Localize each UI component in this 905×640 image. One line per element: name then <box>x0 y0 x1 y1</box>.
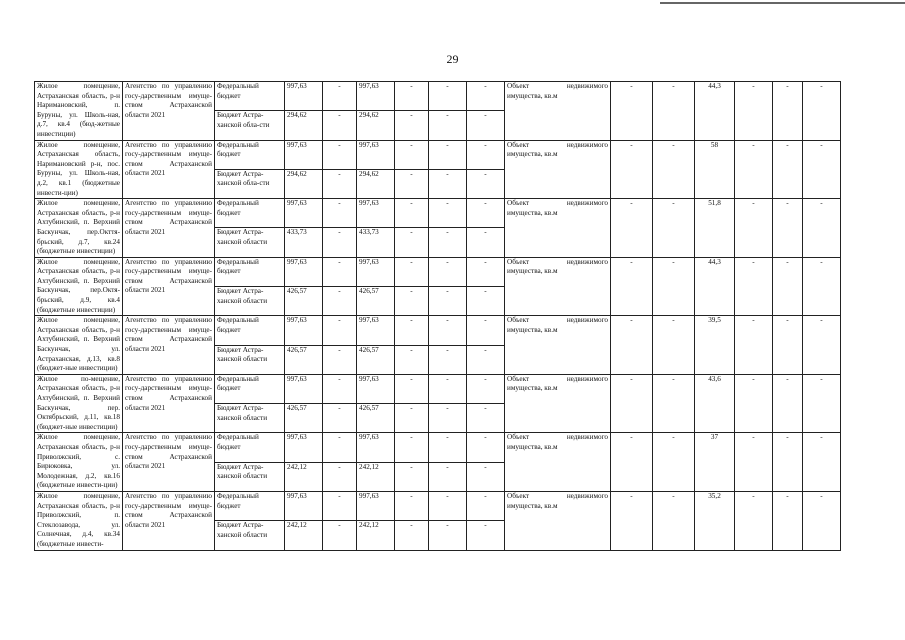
amount-cell: 997,63 <box>285 491 323 520</box>
blank-cell: - <box>803 140 841 199</box>
blank-cell: - <box>803 316 841 375</box>
funding-source-cell: Бюджет Астра-ханской области <box>215 286 285 315</box>
blank-cell: - <box>395 169 429 198</box>
total-cell: 294,62 <box>357 111 395 140</box>
blank-cell: - <box>467 491 505 520</box>
blank-cell: - <box>653 491 695 550</box>
indicator-cell: Объект недвижимого имущества, кв.м <box>505 316 611 375</box>
blank-cell: - <box>323 491 357 520</box>
blank-cell: - <box>323 82 357 111</box>
blank-cell: - <box>773 316 803 375</box>
funding-source-cell: Бюджет Астра-ханской области <box>215 404 285 433</box>
blank-cell: - <box>395 374 429 403</box>
area-value-cell: 43,6 <box>695 374 735 433</box>
total-cell: 997,63 <box>357 433 395 462</box>
blank-cell: - <box>323 374 357 403</box>
amount-cell: 242,12 <box>285 521 323 550</box>
total-cell: 433,73 <box>357 228 395 257</box>
blank-cell: - <box>395 433 429 462</box>
blank-cell: - <box>773 257 803 316</box>
funding-source-cell: Федеральный бюджет <box>215 374 285 403</box>
blank-cell: - <box>773 199 803 258</box>
blank-cell: - <box>429 286 467 315</box>
table-row <box>35 433 841 462</box>
table-row <box>35 199 841 228</box>
blank-cell: - <box>735 433 773 492</box>
blank-cell: - <box>773 433 803 492</box>
object-cell: Жилое помещение, Астраханская область, Наримановский р-н, пос. Буруны, ул. Школь-ная, д.2, кв.1 (бюджетные инвести-ции) <box>35 140 123 199</box>
blank-cell: - <box>803 82 841 141</box>
area-value-cell: 44,3 <box>695 82 735 141</box>
blank-cell: - <box>323 462 357 491</box>
object-cell: Жилое по-мещение, Астраханская область, р-н Ахтубинский, п. Верхний Баскунчак, пер. Октябрьский, д.11, кв.18 (бюджет-ные инвестиции) <box>35 374 123 433</box>
amount-cell: 426,57 <box>285 286 323 315</box>
blank-cell: - <box>735 140 773 199</box>
blank-cell: - <box>467 374 505 403</box>
blank-cell: - <box>323 169 357 198</box>
blank-cell: - <box>735 82 773 141</box>
indicator-cell: Объект недвижимого имущества, кв.м <box>505 257 611 316</box>
blank-cell: - <box>773 491 803 550</box>
blank-cell: - <box>395 286 429 315</box>
blank-cell: - <box>467 169 505 198</box>
agency-cell: Агентство по управлению госу-дарственным имуще-ством Астраханской области 2021 <box>123 199 215 258</box>
blank-cell: - <box>611 491 653 550</box>
blank-cell: - <box>773 374 803 433</box>
blank-cell: - <box>323 228 357 257</box>
indicator-cell: Объект недвижимого имущества, кв.м <box>505 433 611 492</box>
blank-cell: - <box>323 433 357 462</box>
page-number: 29 <box>446 52 459 66</box>
blank-cell: - <box>467 140 505 169</box>
object-cell: Жилое помещение, Астраханская область, р-н Приволжский, с. Бирюковка, ул. Молодежная, д.2, кв.16 (бюджетные инвести-ции) <box>35 433 123 492</box>
amount-cell: 997,63 <box>285 199 323 228</box>
blank-cell: - <box>429 521 467 550</box>
object-cell: Жилое помещение, Астраханская область, р-н Наримановский, п. Буруны, ул. Школь-ная, д.7, кв.4 (бюд-жетные инвестиции) <box>35 82 123 141</box>
blank-cell: - <box>429 462 467 491</box>
blank-cell: - <box>735 491 773 550</box>
funding-source-cell: Федеральный бюджет <box>215 316 285 345</box>
blank-cell: - <box>611 199 653 258</box>
blank-cell: - <box>323 286 357 315</box>
total-cell: 426,57 <box>357 345 395 374</box>
blank-cell: - <box>611 82 653 141</box>
indicator-cell: Объект недвижимого имущества, кв.м <box>505 491 611 550</box>
indicator-cell: Объект недвижимого имущества, кв.м <box>505 140 611 199</box>
total-cell: 997,63 <box>357 491 395 520</box>
blank-cell: - <box>735 374 773 433</box>
blank-cell: - <box>803 199 841 258</box>
blank-cell: - <box>467 286 505 315</box>
agency-cell: Агентство по управлению госу-дарственным имуще-ством Астраханской области 2021 <box>123 491 215 550</box>
agency-cell: Агентство по управлению госу-дарственным имуще-ством Астраханской области 2021 <box>123 82 215 141</box>
blank-cell: - <box>611 140 653 199</box>
table-row <box>35 491 841 520</box>
blank-cell: - <box>467 404 505 433</box>
blank-cell: - <box>735 199 773 258</box>
total-cell: 426,57 <box>357 404 395 433</box>
agency-cell: Агентство по управлению госу-дарственным имуще-ством Астраханской области 2021 <box>123 433 215 492</box>
blank-cell: - <box>803 257 841 316</box>
blank-cell: - <box>429 111 467 140</box>
area-value-cell: 44,3 <box>695 257 735 316</box>
amount-cell: 997,63 <box>285 374 323 403</box>
amount-cell: 294,62 <box>285 169 323 198</box>
object-cell: Жилое помещение, Астраханская область, р-н Ахтубинский, п. Верхний Баскунчак, пер.Окття-брьский, д.7, кв.24 (бюджетные инвестиции) <box>35 199 123 258</box>
blank-cell: - <box>467 111 505 140</box>
blank-cell: - <box>429 199 467 228</box>
amount-cell: 242,12 <box>285 462 323 491</box>
blank-cell: - <box>467 433 505 462</box>
funding-source-cell: Бюджет Астра-ханской области <box>215 345 285 374</box>
blank-cell: - <box>395 140 429 169</box>
total-cell: 997,63 <box>357 374 395 403</box>
area-value-cell: 39,5 <box>695 316 735 375</box>
blank-cell: - <box>323 257 357 286</box>
blank-cell: - <box>395 257 429 286</box>
blank-cell: - <box>429 433 467 462</box>
blank-cell: - <box>653 199 695 258</box>
amount-cell: 294,62 <box>285 111 323 140</box>
funding-source-cell: Федеральный бюджет <box>215 140 285 169</box>
blank-cell: - <box>467 82 505 111</box>
blank-cell: - <box>395 82 429 111</box>
blank-cell: - <box>653 316 695 375</box>
blank-cell: - <box>773 82 803 141</box>
indicator-cell: Объект недвижимого имущества, кв.м <box>505 82 611 141</box>
blank-cell: - <box>429 140 467 169</box>
blank-cell: - <box>429 257 467 286</box>
object-cell: Жилое помещение, Астраханская область, р-н Ахтубинский, п. Верхний Баскунчак, пер.Октя-брьский, д.9, кв.4 (бюджетные инвестиции) <box>35 257 123 316</box>
funding-source-cell: Бюджет Астра-ханской области <box>215 228 285 257</box>
total-cell: 242,12 <box>357 462 395 491</box>
blank-cell: - <box>395 228 429 257</box>
blank-cell: - <box>467 199 505 228</box>
blank-cell: - <box>429 169 467 198</box>
table-row <box>35 140 841 169</box>
blank-cell: - <box>803 433 841 492</box>
blank-cell: - <box>467 316 505 345</box>
funding-source-cell: Федеральный бюджет <box>215 199 285 228</box>
blank-cell: - <box>467 521 505 550</box>
blank-cell: - <box>323 140 357 169</box>
funding-source-cell: Бюджет Астра-ханской обла-сти <box>215 111 285 140</box>
blank-cell: - <box>429 374 467 403</box>
amount-cell: 426,57 <box>285 345 323 374</box>
blank-cell: - <box>773 140 803 199</box>
blank-cell: - <box>323 345 357 374</box>
blank-cell: - <box>395 521 429 550</box>
blank-cell: - <box>653 140 695 199</box>
agency-cell: Агентство по управлению госу-дарственным имуще-ством Астраханской области 2021 <box>123 140 215 199</box>
blank-cell: - <box>653 374 695 433</box>
blank-cell: - <box>395 316 429 345</box>
blank-cell: - <box>395 462 429 491</box>
blank-cell: - <box>429 316 467 345</box>
blank-cell: - <box>611 374 653 433</box>
amount-cell: 997,63 <box>285 316 323 345</box>
area-value-cell: 35,2 <box>695 491 735 550</box>
funding-source-cell: Бюджет Астра-ханской обла-сти <box>215 169 285 198</box>
indicator-cell: Объект недвижимого имущества, кв.м <box>505 199 611 258</box>
blank-cell: - <box>803 491 841 550</box>
blank-cell: - <box>323 111 357 140</box>
blank-cell: - <box>735 257 773 316</box>
blank-cell: - <box>323 404 357 433</box>
blank-cell: - <box>653 257 695 316</box>
blank-cell: - <box>467 345 505 374</box>
table-row <box>35 374 841 403</box>
agency-cell: Агентство по управлению госу-дарственным имуще-ством Астраханской области 2021 <box>123 257 215 316</box>
area-value-cell: 37 <box>695 433 735 492</box>
table-row <box>35 82 841 111</box>
blank-cell: - <box>653 433 695 492</box>
blank-cell: - <box>429 491 467 520</box>
area-value-cell: 58 <box>695 140 735 199</box>
budget-table <box>34 81 841 551</box>
funding-source-cell: Федеральный бюджет <box>215 257 285 286</box>
blank-cell: - <box>735 316 773 375</box>
blank-cell: - <box>611 316 653 375</box>
blank-cell: - <box>395 404 429 433</box>
amount-cell: 997,63 <box>285 82 323 111</box>
funding-source-cell: Федеральный бюджет <box>215 433 285 462</box>
funding-source-cell: Бюджет Астра-ханской области <box>215 462 285 491</box>
blank-cell: - <box>323 199 357 228</box>
top-edge-rule <box>660 2 905 4</box>
blank-cell: - <box>395 345 429 374</box>
table-row <box>35 316 841 345</box>
amount-cell: 997,63 <box>285 257 323 286</box>
blank-cell: - <box>467 228 505 257</box>
blank-cell: - <box>429 82 467 111</box>
funding-source-cell: Бюджет Астра-ханской области <box>215 521 285 550</box>
blank-cell: - <box>429 228 467 257</box>
blank-cell: - <box>611 257 653 316</box>
table-row <box>35 257 841 286</box>
total-cell: 426,57 <box>357 286 395 315</box>
object-cell: Жилое помещение, Астраханская область, р-н Ахтубинский, п. Верхний Баскунчак, ул. Астраханская, д.13, кв.8 (бюджет-ные инвестиции) <box>35 316 123 375</box>
agency-cell: Агентство по управлению госу-дарственным имуще-ством Астраханской области 2021 <box>123 374 215 433</box>
blank-cell: - <box>323 316 357 345</box>
blank-cell: - <box>429 345 467 374</box>
blank-cell: - <box>429 404 467 433</box>
total-cell: 997,63 <box>357 199 395 228</box>
blank-cell: - <box>611 433 653 492</box>
area-value-cell: 51,8 <box>695 199 735 258</box>
indicator-cell: Объект недвижимого имущества, кв.м <box>505 374 611 433</box>
total-cell: 997,63 <box>357 257 395 286</box>
agency-cell: Агентство по управлению госу-дарственным имуще-ством Астраханской области 2021 <box>123 316 215 375</box>
total-cell: 997,63 <box>357 316 395 345</box>
blank-cell: - <box>467 462 505 491</box>
total-cell: 242,12 <box>357 521 395 550</box>
funding-source-cell: Федеральный бюджет <box>215 82 285 111</box>
total-cell: 997,63 <box>357 82 395 111</box>
total-cell: 997,63 <box>357 140 395 169</box>
blank-cell: - <box>323 521 357 550</box>
total-cell: 294,62 <box>357 169 395 198</box>
amount-cell: 997,63 <box>285 140 323 169</box>
blank-cell: - <box>653 82 695 141</box>
amount-cell: 433,73 <box>285 228 323 257</box>
object-cell: Жилое помещение, Астраханская область, р-н Приволжский, п. Стеклозавода, ул. Солнечная, д.4, кв.34 (бюджетные инвести- <box>35 491 123 550</box>
blank-cell: - <box>467 257 505 286</box>
amount-cell: 997,63 <box>285 433 323 462</box>
blank-cell: - <box>395 111 429 140</box>
amount-cell: 426,57 <box>285 404 323 433</box>
blank-cell: - <box>395 199 429 228</box>
funding-source-cell: Федеральный бюджет <box>215 491 285 520</box>
blank-cell: - <box>395 491 429 520</box>
blank-cell: - <box>803 374 841 433</box>
